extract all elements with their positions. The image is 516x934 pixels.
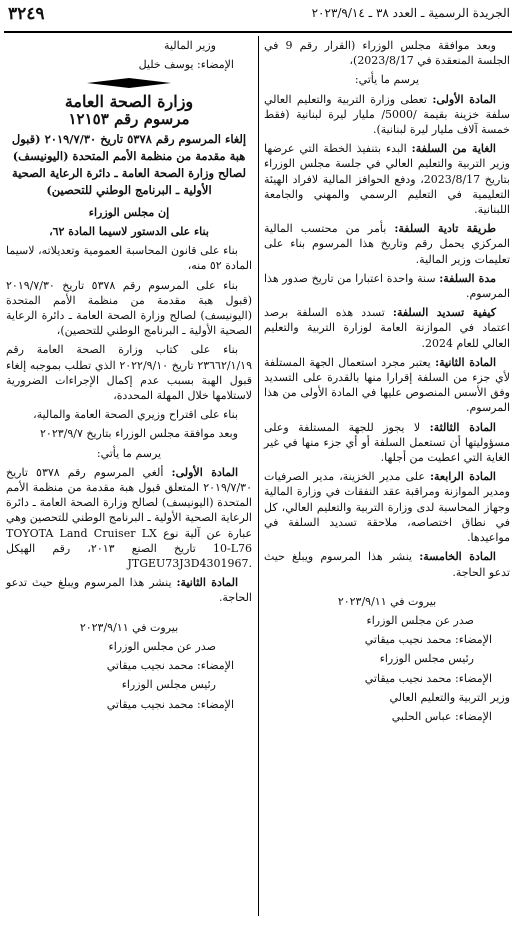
advance-repayment-label: كيفية تسديد السلفة: — [392, 306, 496, 320]
gazette-header-title: الجريدة الرسمية ـ العدد ٣٨ ـ ٢٠٢٣/٩/١٤ — [311, 6, 510, 20]
vehicle-model: TOYOTA Land Cruiser LX 10-L76 — [6, 526, 252, 555]
advance-term — [264, 271, 510, 301]
article-2 — [6, 575, 252, 605]
place-date: بيروت في ٢٠٢٣/٩/١١ — [337, 594, 437, 608]
decrees-heading: يرسم ما يأتي: — [96, 446, 162, 460]
advance-term-text: سنة واحدة اعتبارا من تاريخ صدور هذا المرسوم. — [264, 271, 510, 301]
basis-decree-5378: بناء على المرسوم رقم ٥٣٧٨ تاريخ ٢٠١٩/٧/٣٠ (قبول هبة مقدمة من منظمة الأمم المتحدة (اليونيسف) لصالح وزارة الصحة العامة ـ دائرة الرعاية الصحية الأولية ـ البرنامج الوطني للتحصين)، — [6, 278, 252, 338]
advance-term-label: مدة السلفة: — [439, 271, 496, 285]
advance-purpose-text: البدء بتنفيذ الخطة التي عرضها وزير التربية والتعليم العالي في جلسة مجلس الوزراء بتاريخ 2023/8/17، ودفع الحوافز المالية لافراد الهيئة التعليمية في التعليم الرسمي والمهني والجامعة اللبنانية. — [264, 142, 510, 217]
minister-signature: الإمضاء: عباس الحلبي — [391, 709, 492, 723]
minister-title: وزير التربية والتعليم العالي — [389, 690, 510, 704]
decree-title: إلغاء المرسوم رقم ٥٣٧٨ تاريخ ٢٠١٩/٧/٣٠ (قبول هبة مقدمة من منظمة الأمم المتحدة (اليونيسف) لصالح وزارة الصحة العامة ـ دائرة الرعاية الصحية الأولية ـ البرنامج الوطني للتحصين) — [11, 131, 247, 197]
article-4-label: المادة الرابعة: — [429, 470, 496, 484]
article-3 — [264, 420, 510, 466]
pm-title: رئيس مجلس الوزراء — [121, 678, 216, 692]
pm-signature-2: الإمضاء: محمد نجيب ميقاتي — [364, 671, 492, 685]
article-1 — [6, 465, 252, 571]
article-2-text: يعتبر مجرد استعمال الجهة المستلفة لأي جزء من السلفة إقرارا منها بالقدرة على التسديد وفق الأسس المنصوص عليها في المادة الأولى من هذا المرسوم. — [264, 355, 510, 415]
issued-by: صدر عن مجلس الوزراء — [108, 639, 216, 653]
article-5 — [264, 549, 510, 579]
ministry-heading: وزارة الصحة العامة — [64, 92, 194, 112]
decrees-heading: يرسم ما يأتي: — [354, 73, 420, 87]
article-2-label: المادة الثانية: — [435, 355, 496, 369]
article-2-label: المادة الثانية: — [176, 576, 239, 590]
advance-purpose-label: الغاية من السلفة: — [411, 142, 496, 156]
right-column — [264, 38, 510, 728]
pm-signature-1: الإمضاء: محمد نجيب ميقاتي — [106, 659, 234, 673]
pm-signature-2: الإمضاء: محمد نجيب ميقاتي — [106, 697, 234, 711]
finance-minister-signature: الإمضاء: يوسف خليل — [138, 58, 234, 72]
article-3-text: لا يجوز للجهة المستلفة وعلى مسؤوليتها أن تستعمل السلفة أو أي جزء منها في غير الغاية التي اعطيت من أجلها. — [264, 420, 510, 465]
article-2-text: ينشر هذا المرسوم ويبلغ حيث تدعو الحاجة. — [6, 576, 252, 605]
pm-title: رئيس مجلس الوزراء — [379, 652, 474, 666]
council-heading: إن مجلس الوزراء — [88, 205, 170, 219]
article-2 — [264, 355, 510, 416]
article-1 — [264, 92, 510, 138]
article-1-label: المادة الأولى: — [432, 92, 496, 106]
article-5-text: ينشر هذا المرسوم ويبلغ حيث تدعو الحاجة. — [264, 550, 510, 579]
page-header — [0, 0, 516, 32]
vehicle-chassis: JTGEU73J3D4301967. — [127, 557, 252, 571]
advance-method-label: طريقة تادية السلفة: — [394, 222, 497, 236]
basis-proposal: بناء على اقتراح وزيري الصحة العامة والمالية، — [33, 408, 238, 422]
advance-repayment — [264, 305, 510, 351]
article-5-label: المادة الخامسة: — [419, 550, 496, 564]
basis-constitution: بناء على الدستور لاسيما المادة ٦٢، — [49, 225, 209, 239]
article-4 — [264, 469, 510, 545]
intro-paragraph: وبعد موافقة مجلس الوزراء (القرار رقم 9 في الجلسة المنعقدة في 2023/8/17)، — [264, 39, 510, 68]
vehicle-year: تاريخ الصنع ٢٠١٣، رقم الهيكل — [6, 541, 196, 555]
place-date: بيروت في ٢٠٢٣/٩/١١ — [79, 620, 179, 634]
article-1-text: تعطى وزارة التربية والتعليم العالي سلفة خزينة بقيمة /5000/ مليار ليرة لبنانية (فقط خمسة آلاف مليار ليرة لبنانية). — [264, 92, 510, 137]
finance-minister-title: وزير المالية — [164, 39, 216, 52]
advance-method-text: بأمر من محتسب المالية المركزي يحمل رقم وتاريخ هذا المرسوم بناء على تعليمات وزير المالية. — [264, 222, 510, 266]
advance-repayment-text: تسدد هذه السلفة برصد اعتماد في الموازنة العامة لوزارة التربية والتعليم العالي للعام 2024. — [264, 306, 510, 350]
advance-purpose — [264, 141, 510, 217]
left-column — [6, 38, 252, 716]
article-3-label: المادة الثالثة: — [429, 420, 496, 434]
decree-number: مرسوم رقم ١٢١٥٣ — [68, 109, 190, 128]
header-rule — [4, 31, 512, 33]
page-number: ٣٢٤٩ — [8, 4, 45, 24]
divider-ornament — [87, 78, 171, 88]
basis-ministry-letter: بناء على كتاب وزارة الصحة العامة رقم ٢٣٦٦٢/١/١٩ تاريخ ٢٠٢٢/٩/١٠ الذي تطلب بموجبه إلغاء قبول الهبة بسبب عدم إكمال الإجراءات الضرورية لاستلامها خلال المهلة المحددة، — [6, 343, 252, 403]
issued-by: صدر عن مجلس الوزراء — [366, 613, 474, 627]
column-divider — [258, 36, 259, 916]
advance-method — [264, 221, 510, 267]
article-4-text: على مدير الخزينة، مدير الصرفيات ومدير الموازنة ومراقبة عقد النفقات في وزارة المالية وجهاز المحاسبة لدى وزارة التربية والتعليم العالي، كل في نطاق اختصاصه، ملاحقة تسديد السلفة في مواعيدها. — [264, 470, 510, 545]
pm-signature-1: الإمضاء: محمد نجيب ميقاتي — [364, 633, 492, 647]
basis-accounting-law: بناء على قانون المحاسبة العمومية وتعديلاته، لاسيما المادة ٥٢ منه، — [6, 244, 252, 273]
article-1-text: ألغي المرسوم رقم ٥٣٧٨ تاريخ ٢٠١٩/٧/٣٠ المتعلق قبول هبة مقدمة من منظمة الأمم المتحدة (اليونيسف) لصالح وزارة الصحة العامة ـ دائرة الرعاية الصحية الأولية ـ البرنامج الوطني للتحصين وهي عبارة عن آلية نوع — [6, 465, 253, 540]
article-1-label: المادة الأولى: — [171, 465, 238, 479]
basis-approval: وبعد موافقة مجلس الوزراء بتاريخ ٢٠٢٣/٩/٧ — [40, 427, 238, 441]
